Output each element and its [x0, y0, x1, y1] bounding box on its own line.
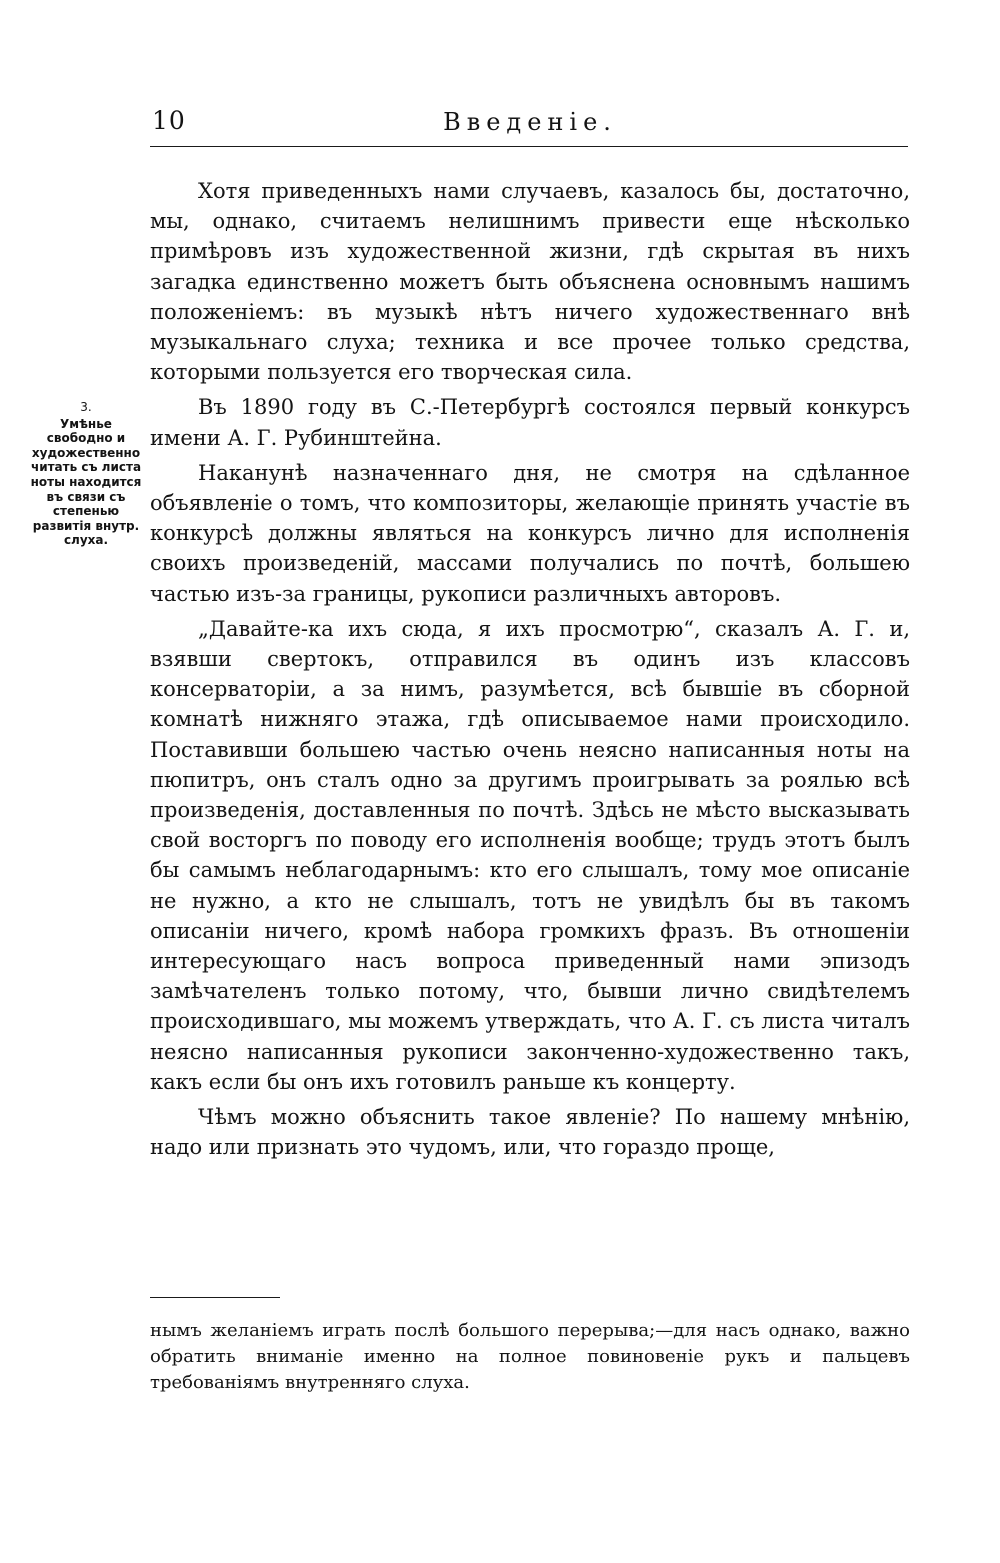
paragraph: Хотя приведенныхъ нами случаевъ, казалось бы, достаточно, мы, однако, считаемъ нелишнимъ привести еще нѣсколько примѣровъ изъ художественной жизни, гдѣ скрытая въ нихъ загадка единственно можетъ быть объяснена основнымъ нашимъ положенiемъ: въ музыкѣ нѣтъ ничего художественнаго внѣ музыкальнаго слуха; техника и все прочее только средства, которыми пользуется его творческая сила.	[150, 179, 910, 385]
paragraph: „Давайте-ка ихъ сюда, я ихъ просмотрю“, сказалъ А. Г. и, взявши свертокъ, отправился въ одинъ изъ классовъ консерваторiи, а за нимъ, разумѣется, всѣ бывшiе въ сборной комнатѣ нижняго этажа, гдѣ описываемое нами происходило. Поставивши большею частью очень неясно написанныя ноты на пюпитръ, онъ сталъ одно за другимъ проигрывать за роялью всѣ произведенiя, доставленныя по почтѣ. Здѣсь не мѣсто высказывать свой восторгъ по поводу его исполненiя вообще; трудъ этотъ былъ бы самымъ неблагодарнымъ: кто его слышалъ, тому мое описанiе не нужно, а кто не слышалъ, тотъ не увидѣлъ бы въ такомъ описанiи ничего, кромѣ набора громкихъ фразъ. Въ отношенiи интересующаго насъ вопроса приведенный нами эпизодъ замѣчателенъ только потому, что, бывши лично свидѣтелемъ происходившаго, мы можемъ утверждать, что А. Г. съ листа читалъ неясно написанныя рукописи законченно-художественно такъ, какъ если бы онъ ихъ готовилъ раньше къ концерту.	[150, 616, 910, 1094]
header-rule	[150, 146, 908, 147]
margin-note	[26, 400, 146, 548]
footnote: нымъ желанiемъ играть послѣ большого перерыва;—для насъ однако, важно обратить вниманiе именно на полное повиновенiе рукъ и пальцевъ требованiямъ внутренняго слуха.	[150, 1320, 910, 1393]
body-text	[150, 176, 910, 1168]
footnote-rule	[150, 1297, 280, 1298]
margin-note-text: Умѣнье свободно и художественно читать съ листа ноты находится въ связи съ степенью развитiя внутр. слуха.	[30, 416, 142, 548]
running-title: Введенiе.	[443, 108, 617, 136]
paragraph: Наканунѣ назначеннаго дня, не смотря на сдѣланное объявленiе о томъ, что композиторы, желающiе принять участiе въ конкурсѣ должны являться на конкурсъ лично для исполненiя своихъ произведенiй, массами получались по почтѣ, большею частью изъ-за границы, рукописи различныхъ авторовъ.	[150, 460, 910, 606]
paragraph: Чѣмъ можно объяснить такое явленiе? По нашему мнѣнiю, надо или признать это чудомъ, или, что гораздо проще,	[150, 1105, 910, 1160]
page-number: 10	[152, 106, 186, 135]
paragraph: Въ 1890 году въ С.-Петербургѣ состоялся первый конкурсъ имени А. Г. Рубинштейна.	[150, 395, 910, 450]
margin-note-number: 3.	[80, 400, 92, 414]
